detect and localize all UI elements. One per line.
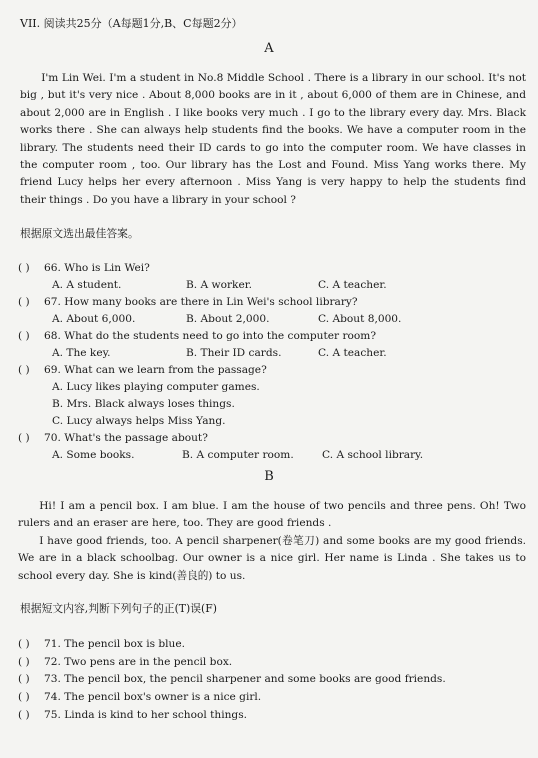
option-b: B. A computer room. xyxy=(182,449,294,461)
question-text: 69. What can we learn from the passage? xyxy=(44,364,267,376)
option-c: C. About 8,000. xyxy=(318,313,402,325)
statement-text: 74. The pencil box's owner is a nice girl. xyxy=(44,691,262,703)
statement-72 xyxy=(18,656,232,668)
statement-text: 72. Two pens are in the pencil box. xyxy=(44,656,233,668)
option-a: A. Lucy likes playing computer games. xyxy=(52,381,260,393)
passage-a-text: I'm Lin Wei. I'm a student in No.8 Middle School . There is a library in our school. It's not big , but it's very nice . About 8,000 books are in it , about 6,000 of them are in Chinese, and about 2,000 are in English . I like books very much . I go to the library every day. Mrs. Black works there . She can always help students find the books. We have a computer room in the library. The students need their ID cards to go into the computer room. We have classes in the computer room , too. Our library has the Lost and Found. Miss Yang works there. My friend Lucy helps her every afternoon . Miss Yang is very happy to help the students find their things . Do you have a library in your school ? xyxy=(20,72,526,206)
answer-paren: ( ) xyxy=(18,296,30,308)
passage-a xyxy=(20,70,526,209)
option-c: C. A teacher. xyxy=(318,347,387,359)
option-a: A. The key. xyxy=(52,347,111,359)
passage-b xyxy=(18,498,526,585)
answer-paren: ( ) xyxy=(18,709,30,721)
passage-b-paragraph-2: I have good friends, too. A pencil sharpener(卷笔刀) and some books are my good friends. We are in a black schoolbag. Our owner is a nice girl. Her name is Linda . She takes us to school every day. She is kind(善良的) to us. xyxy=(18,534,526,582)
answer-paren: ( ) xyxy=(18,673,30,685)
answer-paren: ( ) xyxy=(18,691,30,703)
statement-text: 71. The pencil box is blue. xyxy=(44,638,186,650)
option-a: A. Some books. xyxy=(52,449,135,461)
section-a-title: A xyxy=(264,41,274,56)
answer-paren: ( ) xyxy=(18,262,30,274)
question-70 xyxy=(18,432,208,444)
answer-paren: ( ) xyxy=(18,638,30,650)
answer-paren: ( ) xyxy=(18,432,30,444)
question-67 xyxy=(18,296,358,308)
answer-paren: ( ) xyxy=(18,656,30,668)
statement-75 xyxy=(18,709,247,721)
answer-paren: ( ) xyxy=(18,330,30,342)
statement-71 xyxy=(18,638,185,650)
option-a: A. A student. xyxy=(52,279,122,291)
statement-74 xyxy=(18,691,261,703)
question-text: 67. How many books are there in Lin Wei's school library? xyxy=(44,296,358,308)
section-heading: VII. 阅读共25分（A每题1分,B、C每题2分） xyxy=(20,17,243,30)
instruction-b: 根据短文内容,判断下列句子的正(T)误(F) xyxy=(20,602,217,615)
question-66 xyxy=(18,262,150,274)
option-a: A. About 6,000. xyxy=(52,313,136,325)
question-text: 70. What's the passage about? xyxy=(44,432,208,444)
statement-text: 73. The pencil box, the pencil sharpener and some books are good friends. xyxy=(44,673,446,685)
option-b: B. About 2,000. xyxy=(186,313,270,325)
instruction-a: 根据原文选出最佳答案。 xyxy=(20,227,139,240)
option-b: B. Mrs. Black always loses things. xyxy=(52,398,235,410)
option-b: B. Their ID cards. xyxy=(186,347,282,359)
question-text: 66. Who is Lin Wei? xyxy=(44,262,150,274)
passage-b-paragraph-1: Hi! I am a pencil box. I am blue. I am the house of two pencils and three pens. Oh! Two rulers and an eraser are here, too. They are good friends . xyxy=(18,500,526,530)
option-b: B. A worker. xyxy=(186,279,253,291)
statement-text: 75. Linda is kind to her school things. xyxy=(44,709,248,721)
option-c: C. A teacher. xyxy=(318,279,387,291)
statement-73 xyxy=(18,673,446,685)
option-c: C. Lucy always helps Miss Yang. xyxy=(52,415,226,427)
question-text: 68. What do the students need to go into the computer room? xyxy=(44,330,376,342)
question-69 xyxy=(18,364,267,376)
question-68 xyxy=(18,330,376,342)
option-c: C. A school library. xyxy=(322,449,424,461)
answer-paren: ( ) xyxy=(18,364,30,376)
section-b-title: B xyxy=(264,469,274,484)
